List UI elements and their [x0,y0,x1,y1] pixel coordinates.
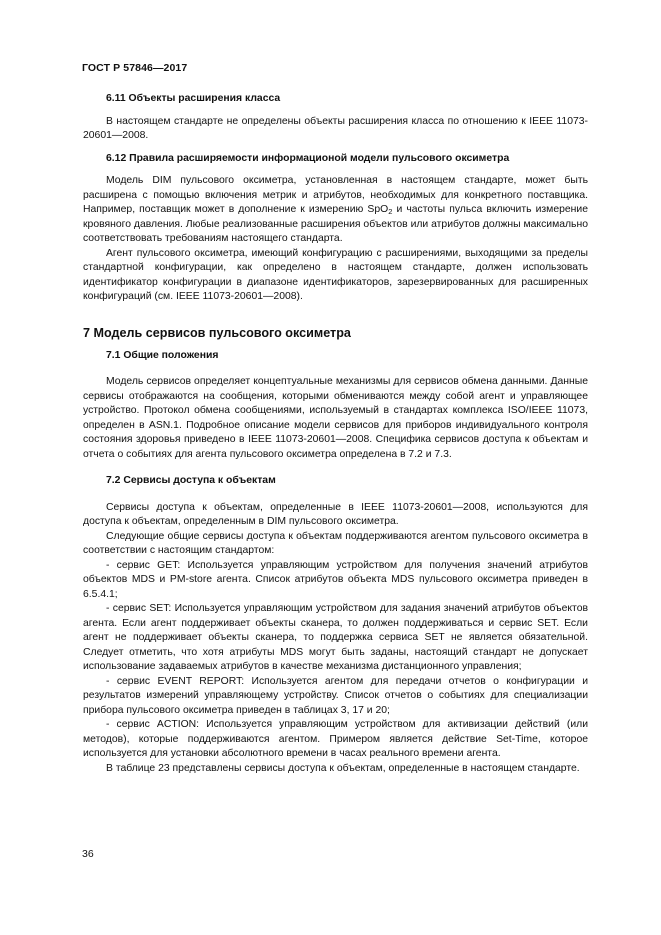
paragraph-text: и частоты пульса включить измерение кровяного давления. Любые реализованные расширения объектов или атрибутов должны максимально соответствовать требованиям настоящего стандарта. [83,204,588,244]
section-7-heading: 7 Модель сервисов пульсового оксиметра [83,325,351,340]
section-6-12-paragraph-1 [83,174,588,247]
list-item-action-service: - сервис ACTION: Используется управляющим устройством для активизации действий (или методов), которые поддерживаются агентом. Примером является действие Set-Time, которое используется для установки абсолютного времени в часах реального времени агента. [83,719,588,759]
document-code-header: ГОСТ Р 57846—2017 [82,62,188,74]
paragraph-text: Модель DIM пульсового оксиметра, установленная в настоящем стандарте, может быть расширена с помощью включения метрик и атрибутов, необходимых для конкретного поставщика. Например, поставщик может в дополнение к измерению SpO [83,175,588,215]
subscript-2: 2 [388,207,393,216]
section-7-1-paragraph: Модель сервисов определяет концептуальные механизмы для сервисов обмена данными. Данные сервисы отображаются на сообщения, которыми обмениваются между собой агент и управляющее устройство. Протокол обмена сообщениями, используемый в стандартах комплекса ISO/IEEE 11073, определен в ASN.1. Подробное описание модели сервисов для приборов индивидуального контроля состояния здоровья приведено в IEEE 11073-20601—2008. Спецификa сервисов доступа к объектам и отчета о событиях для агента пульсового оксиметра определена в 7.2 и 7.3. [83,376,588,460]
list-item-event-report-service: - сервис EVENT REPORT: Используется агентом для передачи отчетов о конфигурации и результатов измерений управляющему устройству. Список отчетов о событиях для специализации прибора пульсового оксиметра приведен в таблицах 3, 17 и 20; [83,675,588,716]
section-6-11-heading: 6.11 Объекты расширения класса [106,93,281,104]
section-7-2-heading: 7.2 Сервисы доступа к объектам [106,475,276,486]
section-6-11-paragraph: В настоящем стандарте не определены объекты расширения класса по отношению к IEEE 11073-20601—2008. [83,115,588,141]
section-7-2-paragraph-3: В таблице 23 представлены сервисы доступа к объектам, определенные в настоящем стандарте. [106,762,580,774]
section-7-2-paragraph-2: Следующие общие сервисы доступа к объектам поддерживаются агентом пульсового оксиметра в соответствии с настоящим стандартом: [83,530,588,556]
list-item-set-service: - сервис SET: Используется управляющим устройством для задания значений атрибутов объектов агента. Если агент поддерживает объекты сканера, то должен поддерживаться и сервис SET. Если агент не поддерживает объекты сканера, то поддержка сервиса SET не является обязательной. Следует отметить, что хотя атрибуты MDS могут быть заданы, настоящий стандарт не допускает использование задаваемых атрибутов в качестве механизма дистанционного управления; [83,603,588,672]
section-6-12-heading: 6.12 Правила расширяемости информационой модели пульсового оксиметра [106,152,510,164]
section-6-12-paragraph-2: Агент пульсового оксиметра, имеющий конфигурацию с расширениями, выходящими за пределы стандартной конфигурации, как определено в настоящем стандарте, должен использовать идентификатор конфигурации в диапазоне идентификаторов, зарезервированных для расширенных конфигураций (см. IEEE 11073-20601—2008). [83,247,588,302]
section-7-2-paragraph-1: Сервисы доступа к объектам, определенные в IEEE 11073-20601—2008, используются для доступа к объектам, определенным в DIM пульсового оксиметра. [83,501,588,527]
page-number: 36 [82,848,94,860]
list-item-get-service: - сервис GET: Используется управляющим устройством для получения значений атрибутов объектов MDS и PM-store агента. Список атрибутов объекта MDS пульсового оксиметра приведен в 6.5.4.1; [83,559,588,600]
section-7-1-heading: 7.1 Общие положения [106,349,219,361]
page-body [83,92,588,776]
